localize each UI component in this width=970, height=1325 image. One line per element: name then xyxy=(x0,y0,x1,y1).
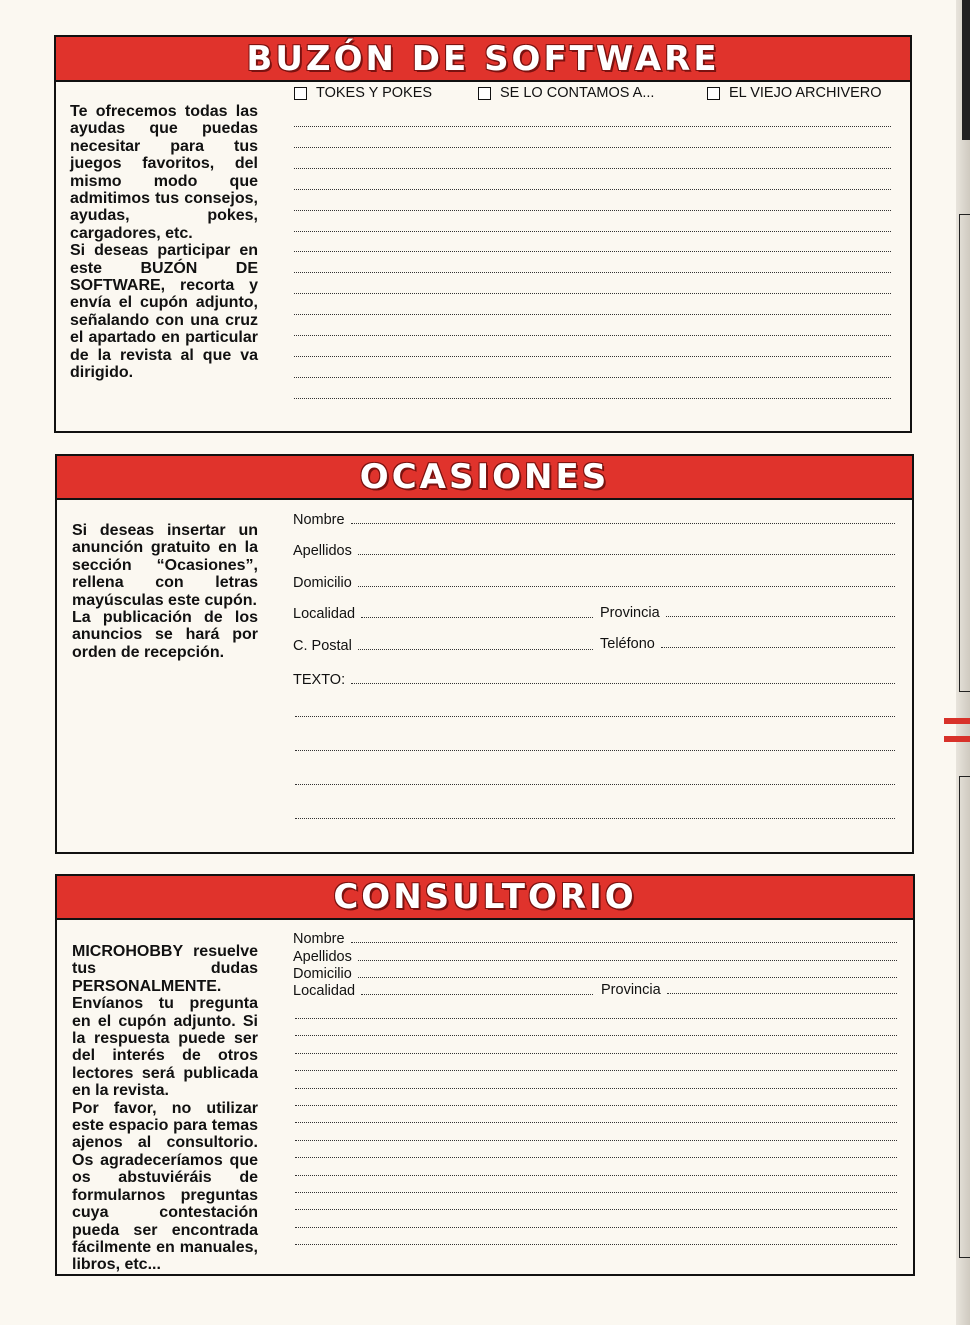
buzon-title: BUZÓN DE SOFTWARE xyxy=(246,38,720,79)
nombre-label: Nombre xyxy=(293,512,345,528)
telefono-label: Teléfono xyxy=(600,636,655,652)
write-line[interactable] xyxy=(294,231,891,232)
apellidos-label: Apellidos xyxy=(293,949,352,965)
localidad-label: Localidad xyxy=(293,606,356,622)
write-line[interactable] xyxy=(294,335,891,336)
option-el-viejo-archivero[interactable] xyxy=(707,85,882,101)
localidad-field[interactable] xyxy=(293,983,593,999)
buzon-coupon xyxy=(54,35,912,433)
ocasiones-description: Si deseas insertar un anunción gratuito en la sección “Ocasiones”, rellena con letras mayúsculas este cupón. La publicación de los anuncios se hará por orden de recepción. xyxy=(72,522,258,661)
texto-label: TEXTO: xyxy=(293,672,346,688)
write-line[interactable] xyxy=(295,818,895,819)
write-line[interactable] xyxy=(295,1192,897,1193)
write-line[interactable] xyxy=(294,293,891,294)
write-line[interactable] xyxy=(295,1244,897,1245)
write-line[interactable] xyxy=(295,784,895,785)
write-line[interactable] xyxy=(294,168,891,169)
nombre-field[interactable] xyxy=(293,512,895,528)
write-line[interactable] xyxy=(295,1070,897,1071)
ocasiones-banner xyxy=(57,456,912,500)
write-line[interactable] xyxy=(295,1175,897,1176)
write-line[interactable] xyxy=(295,750,895,751)
cpostal-label: C. Postal xyxy=(293,638,352,654)
nombre-field[interactable] xyxy=(293,931,897,947)
write-line[interactable] xyxy=(295,1140,897,1141)
write-line[interactable] xyxy=(295,1105,897,1106)
domicilio-label: Domicilio xyxy=(293,966,352,982)
page-edge-dark xyxy=(962,0,970,140)
nombre-label: Nombre xyxy=(293,931,345,947)
write-line[interactable] xyxy=(294,314,891,315)
option-se-lo-contamos[interactable] xyxy=(478,85,707,101)
cpostal-field[interactable] xyxy=(293,638,593,654)
option-label: TOKES Y POKES xyxy=(316,85,433,101)
write-line[interactable] xyxy=(294,126,891,127)
write-line[interactable] xyxy=(294,356,891,357)
apellidos-label: Apellidos xyxy=(293,543,352,559)
write-line[interactable] xyxy=(295,1035,897,1036)
write-line[interactable] xyxy=(294,189,891,190)
ocasiones-coupon xyxy=(55,454,914,854)
write-line[interactable] xyxy=(295,1053,897,1054)
edge-bracket xyxy=(959,776,970,1258)
write-line[interactable] xyxy=(295,1088,897,1089)
checkbox-icon[interactable] xyxy=(478,87,491,100)
write-line[interactable] xyxy=(295,1018,897,1019)
write-line[interactable] xyxy=(295,1209,897,1210)
apellidos-field[interactable] xyxy=(293,543,895,559)
ocasiones-title: OCASIONES xyxy=(359,457,610,497)
texto-field[interactable] xyxy=(293,672,895,688)
buzon-description: Te ofrecemos todas las ayudas que puedas necesitar para tus juegos favoritos, del mismo modo que admitimos tus consejos, ayudas, pokes, cargadores, etc. Si deseas participar en este BUZÓN DE SOFTWARE, recorta y envía el cupón adjunto, señalando con una cruz el apartado en particular de la revista al que va dirigido. xyxy=(70,103,258,382)
localidad-label: Localidad xyxy=(293,983,356,999)
option-label: EL VIEJO ARCHIVERO xyxy=(729,85,882,101)
edge-red-mark xyxy=(944,736,970,742)
consultorio-title: CONSULTORIO xyxy=(333,877,637,917)
option-tokes-y-pokes[interactable] xyxy=(294,85,478,101)
consultorio-banner xyxy=(57,876,913,920)
write-line[interactable] xyxy=(294,398,891,399)
edge-red-mark xyxy=(944,718,970,724)
provincia-field[interactable] xyxy=(600,605,895,621)
apellidos-field[interactable] xyxy=(293,949,897,965)
write-line[interactable] xyxy=(294,210,891,211)
telefono-field[interactable] xyxy=(600,636,895,652)
localidad-field[interactable] xyxy=(293,606,593,622)
provincia-label: Provincia xyxy=(601,982,661,998)
checkbox-icon[interactable] xyxy=(707,87,720,100)
edge-bracket xyxy=(959,214,970,692)
buzon-banner xyxy=(56,37,910,82)
write-line[interactable] xyxy=(294,272,891,273)
write-line[interactable] xyxy=(295,1157,897,1158)
write-line[interactable] xyxy=(295,1227,897,1228)
provincia-label: Provincia xyxy=(600,605,660,621)
write-line[interactable] xyxy=(295,1122,897,1123)
write-line[interactable] xyxy=(295,716,895,717)
domicilio-field[interactable] xyxy=(293,966,897,982)
option-label: SE LO CONTAMOS A... xyxy=(500,85,655,101)
write-line[interactable] xyxy=(294,251,891,252)
domicilio-field[interactable] xyxy=(293,575,895,591)
domicilio-label: Domicilio xyxy=(293,575,352,591)
checkbox-icon[interactable] xyxy=(294,87,307,100)
write-line[interactable] xyxy=(294,377,891,378)
provincia-field[interactable] xyxy=(601,982,897,998)
write-line[interactable] xyxy=(294,147,891,148)
buzon-options xyxy=(294,85,882,101)
consultorio-coupon xyxy=(55,874,915,1276)
consultorio-description: MICROHOBBY resuelve tus dudas PERSONALMENTE. Envíanos tu pregunta en el cupón adjunto. Si la respuesta puede ser del interés de otros lectores será publicada en la revista. Por favor, no utilizar este espacio para temas ajenos al consultorio. Os agradeceríamos que os abstuviéráis de formularnos preguntas cuya contestación pueda ser encontrada fácilmente en manuales, libros, etc... xyxy=(72,943,258,1274)
